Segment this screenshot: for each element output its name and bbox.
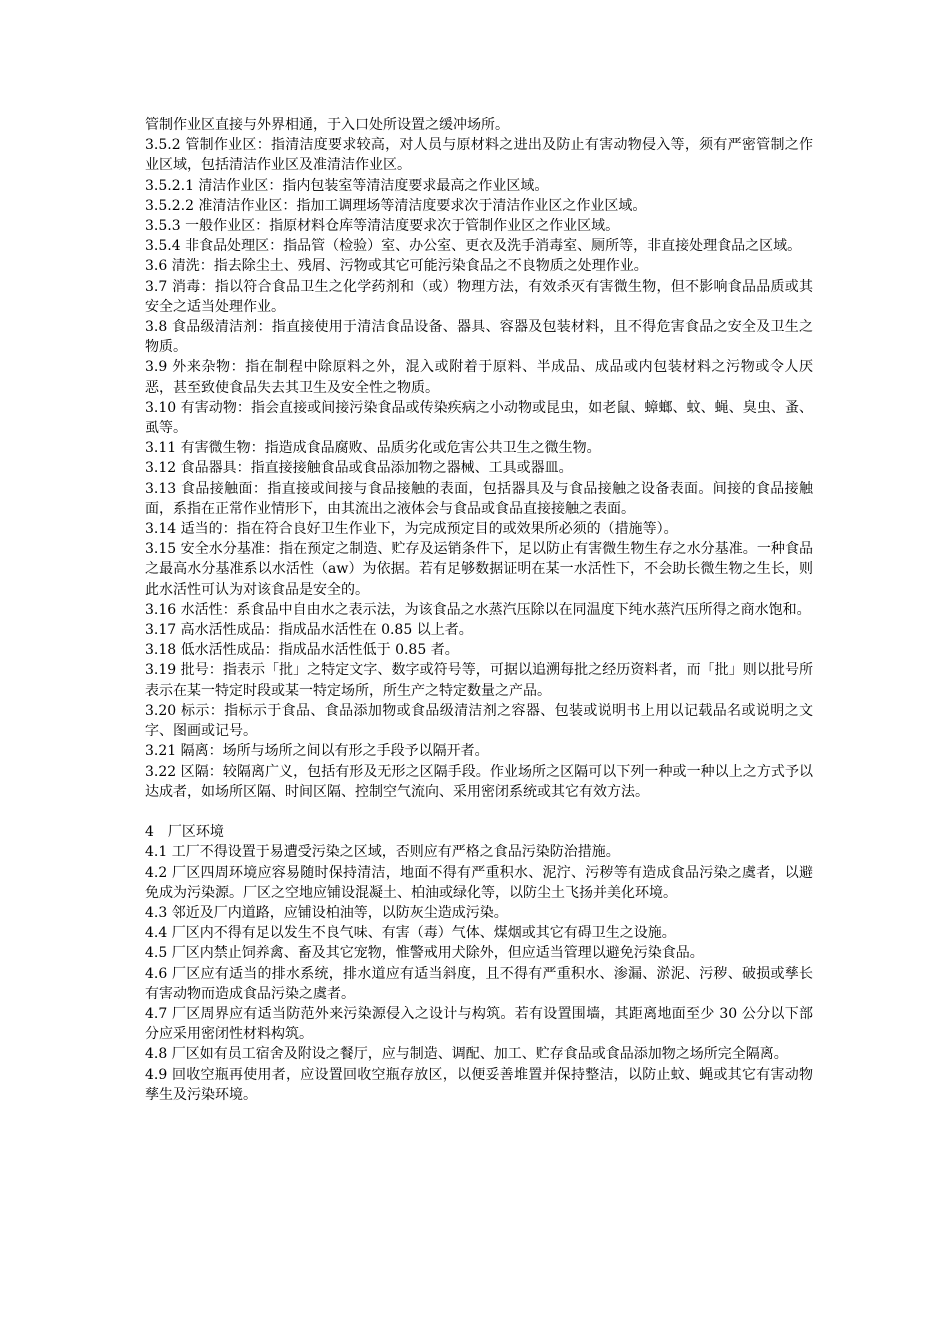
paragraph: 3.7 消毒：指以符合食品卫生之化学药剂和（或）物理方法，有效杀灭有害微生物，但不影响食品品质或其安全之适当处理作业。	[145, 278, 813, 315]
paragraph: 4.8 厂区如有员工宿舍及附设之餐厅，应与制造、调配、加工、贮存食品或食品添加物之场所完全隔离。	[145, 1046, 788, 1063]
paragraph: 4.7 厂区周界应有适当防范外来污染源侵入之设计与构筑。若有设置围墙，其距离地面至少 30 公分以下部分应采用密闭性材料构筑。	[145, 1005, 813, 1043]
paragraph: 3.16 水活性：系食品中自由水之表示法，为该食品之水蒸汽压除以在同温度下纯水蒸汽压所得之商水饱和。	[145, 601, 811, 618]
paragraph: 3.5.2.2 准清洁作业区：指加工调理场等清洁度要求次于清洁作业区之作业区域。	[145, 197, 647, 214]
paragraph: 3.9 外来杂物：指在制程中除原料之外，混入或附着于原料、半成品、成品或内包装材料之污物或令人厌恶，甚至致使食品失去其卫生及安全性之物质。	[145, 359, 813, 396]
paragraph: 4.2 厂区四周环境应容易随时保持清洁，地面不得有严重积水、泥泞、污秽等有造成食品污染之虞者，以避免成为污染源。厂区之空地应铺设混凝土、柏油或绿化等，以防尘土飞扬并美化环境。	[145, 864, 813, 901]
paragraph: 3.5.3 一般作业区：指原材料仓库等清洁度要求次于管制作业区之作业区域。	[145, 218, 620, 235]
paragraph: 3.20 标示：指标示于食品、食品添加物或食品级清洁剂之容器、包装或说明书上用以记载品名或说明之文字、图画或记号。	[145, 702, 813, 740]
paragraph: 4.5 厂区内禁止饲养禽、畜及其它宠物，惟警戒用犬除外，但应适当管理以避免污染食品。	[145, 945, 704, 962]
paragraph: 3.5.2.1 清洁作业区：指内包装室等清洁度要求最高之作业区域。	[145, 177, 549, 194]
paragraph: 4.6 厂区应有适当的排水系统，排水道应有适当斜度，且不得有严重积水、渗漏、淤泥、污秽、破损或孳长有害动物而造成食品污染之虞者。	[145, 965, 813, 1002]
paragraph: 管制作业区直接与外界相通，于入口处所设置之缓冲场所。	[145, 117, 509, 133]
paragraph: 3.21 隔离：场所与场所之间以有形之手段予以隔开者。	[145, 743, 489, 760]
blank-line	[145, 802, 813, 822]
paragraph: 3.5.4 非食品处理区：指品管（检验）室、办公室、更衣及洗手消毒室、厕所等，非直接处理食品之区域。	[145, 238, 802, 255]
paragraph: 4.4 厂区内不得有足以发生不良气味、有害（毒）气体、煤烟或其它有碍卫生之设施。	[145, 925, 676, 942]
paragraph: 3.19 批号：指表示「批」之特定文字、数字或符号等，可据以追溯每批之经历资料者，而「批」则以批号所表示在某一特定时段或某一特定场所，所生产之特定数量之产品。	[145, 662, 813, 699]
paragraph: 3.22 区隔：较隔离广义，包括有形及无形之区隔手段。作业场所之区隔可以下列一种或一种以上之方式予以达成者，如场所区隔、时间区隔、控制空气流向、采用密闭系统或其它有效方法。	[145, 763, 813, 800]
paragraph: 3.14 适当的：指在符合良好卫生作业下，为完成预定目的或效果所必须的（措施等）。	[145, 521, 678, 538]
paragraph: 3.6 清洗：指去除尘土、残屑、污物或其它可能污染食品之不良物质之处理作业。	[145, 258, 648, 275]
paragraph: 3.15 安全水分基准：指在预定之制造、贮存及运销条件下，足以防止有害微生物生存之水分基准。一种食品之最高水分基准系以水活性（aw）为依据。若有足够数据证明在某一水活性下，不会助长微生物之生长，则此水活性可认为对该食品是安全的。	[145, 541, 813, 598]
paragraph: 4.1 工厂不得设置于易遭受污染之区域，否则应有严格之食品污染防治措施。	[145, 844, 620, 861]
paragraph: 3.12 食品器具：指直接接触食品或食品添加物之器械、工具或器皿。	[145, 460, 573, 477]
paragraph: 4.9 回收空瓶再使用者，应设置回收空瓶存放区，以便妥善堆置并保持整洁，以防止蚊、蝇或其它有害动物孳生及污染环境。	[145, 1066, 813, 1103]
paragraph: 3.10 有害动物：指会直接或间接污染食品或传染疾病之小动物或昆虫，如老鼠、蟑螂、蚊、蝇、臭虫、蚤、虱等。	[145, 399, 813, 437]
paragraph: 4.3 邻近及厂内道路，应铺设柏油等，以防灰尘造成污染。	[145, 904, 508, 921]
document-page	[145, 115, 813, 1105]
paragraph: 3.17 高水活性成品：指成品水活性在 0.85 以上者。	[145, 622, 473, 639]
paragraph: 3.11 有害微生物：指造成食品腐败、品质劣化或危害公共卫生之微生物。	[145, 440, 601, 457]
paragraph: 3.5.2 管制作业区：指清洁度要求较高，对人员与原材料之进出及防止有害动物侵入等，须有严密管制之作业区域，包括清洁作业区及准清洁作业区。	[145, 137, 813, 174]
paragraph: 3.18 低水活性成品：指成品水活性低于 0.85 者。	[145, 642, 459, 659]
paragraph: 4 厂区环境	[145, 824, 224, 841]
paragraph: 3.13 食品接触面：指直接或间接与食品接触的表面，包括器具及与食品接触之设备表面。间接的食品接触面，系指在正常作业情形下，由其流出之液体会与食品或食品直接接触之表面。	[145, 480, 813, 517]
paragraph: 3.8 食品级清洁剂：指直接使用于清洁食品设备、器具、容器及包装材料，且不得危害食品之安全及卫生之物质。	[145, 319, 813, 356]
